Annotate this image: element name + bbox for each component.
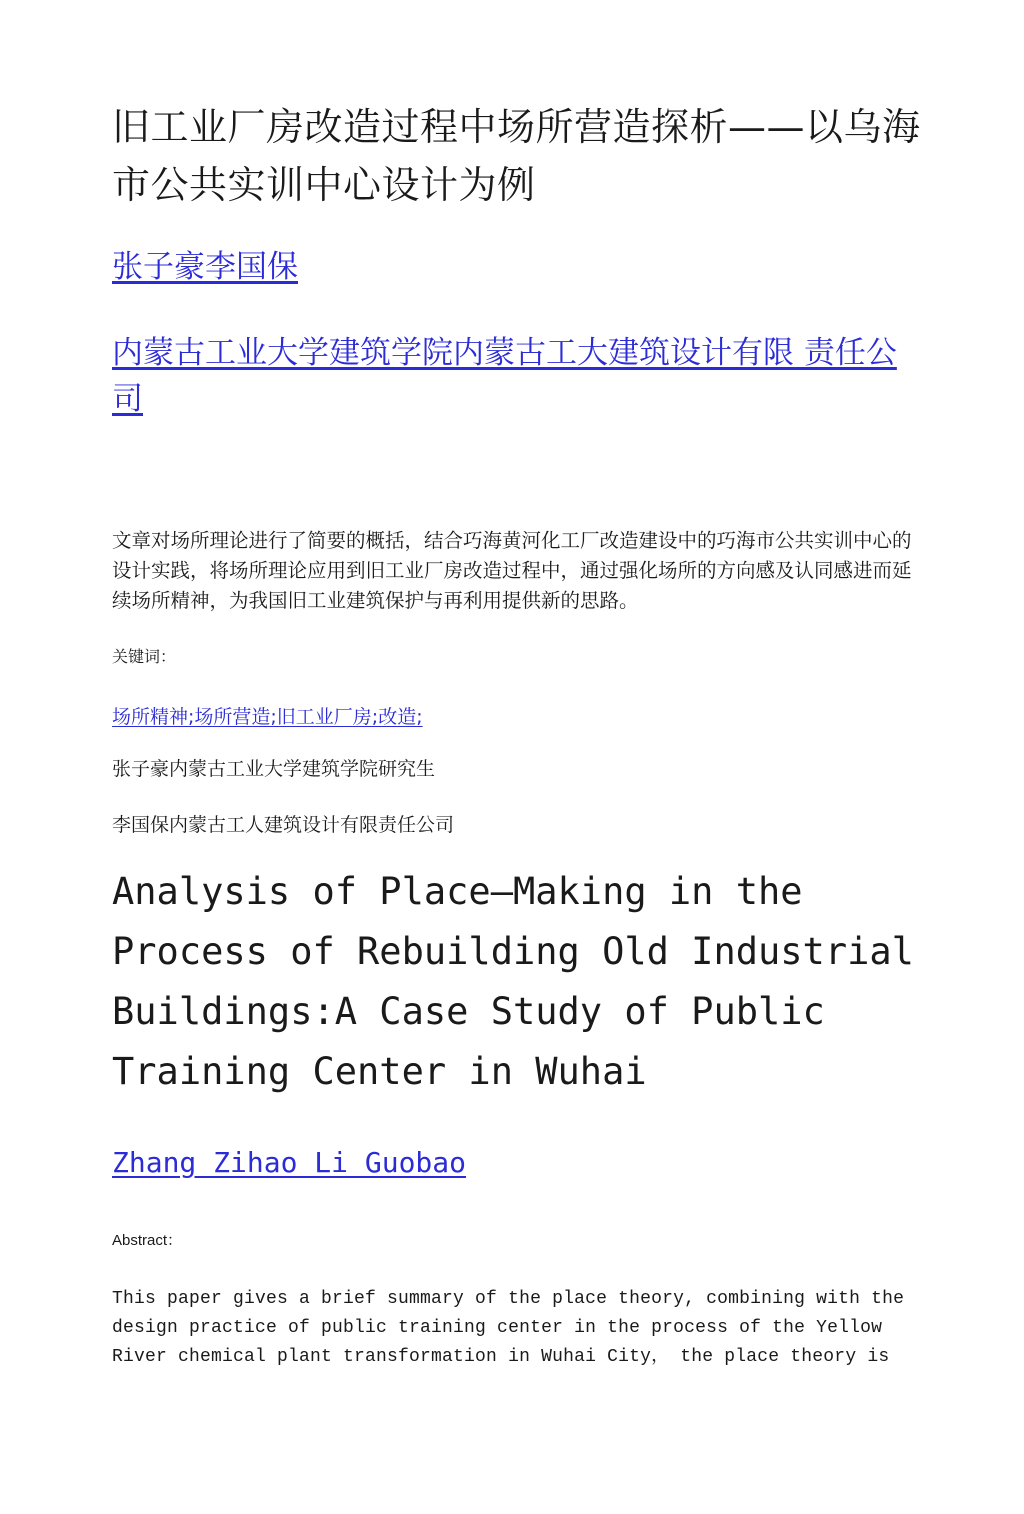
author-note-zhang: 张子豪内蒙古工业大学建筑学院研究生 xyxy=(112,758,436,780)
chinese-title: 旧工业厂房改造过程中场所营造探析——以乌海市公共实训中心设计为例 xyxy=(112,105,921,207)
english-authors-link[interactable]: Zhang Zihao Li Guobao xyxy=(112,1146,467,1179)
english-title: Analysis of Place—Making in the Process of Rebuilding Old Industrial Buildings:A Case Study of Public Training Center in Wuhai xyxy=(112,870,914,1093)
keywords-label: 关键词： xyxy=(112,647,177,666)
keywords-link[interactable]: 场所精神;场所营造;旧工业厂房;改造; xyxy=(112,706,423,728)
chinese-abstract: 文章对场所理论进行了简要的概括，结合巧海黄河化工厂改造建设中的巧海市公共实训中心的设计实践，将场所理论应用到旧工业厂房改造过程中，通过强化场所的方向感及认同感进而延续场所精神，为我国旧工业建筑保护与再利用提供新的思路。 xyxy=(112,529,912,612)
chinese-authors-link[interactable]: 张子豪李国保 xyxy=(112,249,298,285)
chinese-affiliation-link[interactable]: 内蒙古工业大学建筑学院内蒙古工大建筑设计有限 责任公司 xyxy=(112,335,897,417)
english-abstract: This paper gives a brief summary of the place theory, combining with the design practice of public training center in the process of the Yellow River chemical plant transformation in Wuhai City， the place theory is xyxy=(112,1289,905,1367)
author-note-li: 李国保内蒙古工人建筑设计有限责任公司 xyxy=(112,814,455,836)
abstract-label: Abstract： xyxy=(112,1232,183,1249)
